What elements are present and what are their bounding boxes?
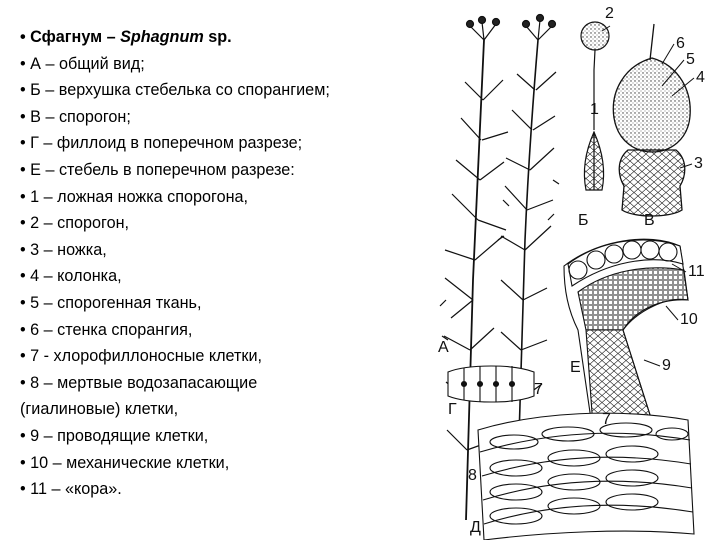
label-a: А [438, 339, 449, 356]
legend-item: • А – общий вид; [20, 54, 145, 73]
drawing-e-stem-section [564, 239, 688, 440]
legend-item: • Г – филлоид в поперечном разрезе; [20, 134, 303, 153]
legend-title [20, 24, 435, 51]
label-4: 4 [696, 69, 705, 86]
label-v: В [644, 212, 655, 229]
drawing-v-sporogon [613, 24, 690, 216]
label-1: 1 [590, 101, 599, 118]
legend-text [20, 24, 435, 503]
label-7-upper: 7 [534, 381, 543, 398]
label-3: 3 [694, 155, 703, 172]
legend-item: • 5 – спорогенная ткань, [20, 293, 202, 312]
legend-item: (гиалиновые) клетки, [20, 400, 179, 419]
legend-item: • В – спорогон; [20, 107, 131, 126]
label-8: 8 [468, 467, 477, 484]
label-6: 6 [676, 35, 685, 52]
legend-item: • 2 – спорогон, [20, 214, 130, 233]
label-5: 5 [686, 51, 695, 68]
legend-item: • 3 – ножка, [20, 240, 107, 259]
label-g: Г [448, 401, 457, 418]
legend-item: • Е – стебель в поперечном разрезе: [20, 160, 295, 179]
label-2: 2 [605, 5, 614, 22]
label-7-lower: 7 [602, 411, 611, 428]
legend-item: • Б – верхушка стебелька со спорангием; [20, 81, 330, 100]
label-b: Б [578, 212, 589, 229]
legend-item: • 7 - хлорофиллоносные клетки, [20, 347, 263, 366]
label-e: Е [570, 359, 581, 376]
sphagnum-illustration [418, 0, 720, 540]
drawing-g-phylloid-section [448, 366, 534, 402]
legend-item: • 9 – проводящие клетки, [20, 426, 209, 445]
label-9: 9 [662, 357, 671, 374]
drawing-d-leaf-tissue [478, 413, 694, 540]
legend-item: • 10 – механические клетки, [20, 453, 230, 472]
legend-item: • 8 – мертвые водозапасающие [20, 373, 258, 392]
label-10: 10 [680, 311, 698, 328]
legend-title-latin: Sphagnum [120, 28, 204, 46]
legend-item: • 4 – колонка, [20, 267, 122, 286]
label-11: 11 [688, 263, 705, 280]
legend-title-suffix: sp. [203, 28, 232, 46]
label-d: Д [470, 519, 481, 536]
legend-item: • 1 – ложная ножка спорогона, [20, 187, 249, 206]
legend-item: • 11 – «кора». [20, 480, 122, 499]
legend-item: • 6 – стенка спорангия, [20, 320, 193, 339]
legend-title-prefix: • Сфагнум – [20, 28, 121, 46]
